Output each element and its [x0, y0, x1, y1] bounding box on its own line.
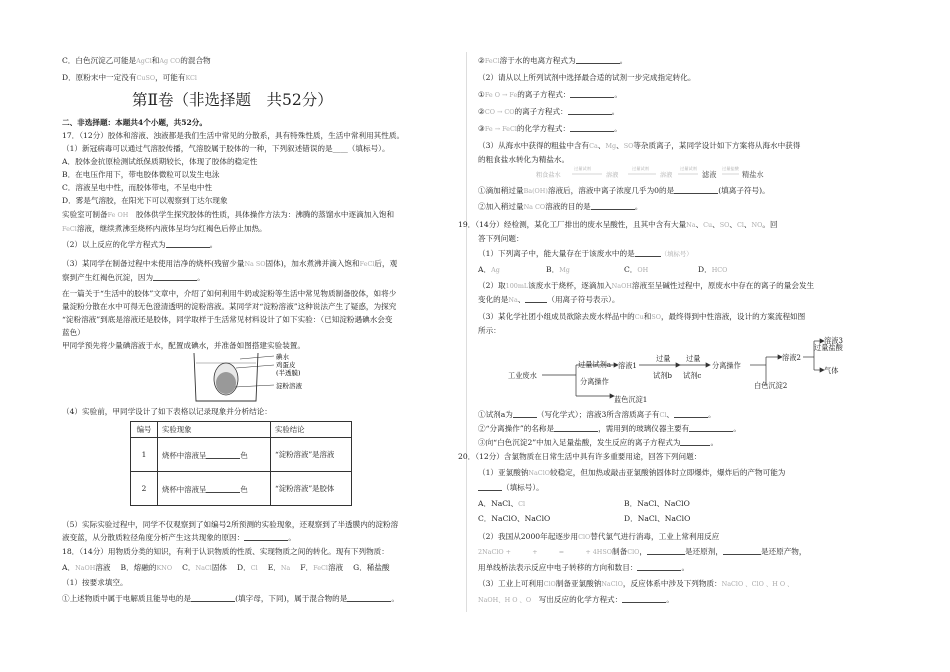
- formula: SO: [719, 221, 730, 229]
- formula: NO: [751, 221, 763, 229]
- answer-blank[interactable]: [478, 481, 502, 491]
- q19-q3: ③向“白色沉淀2”中加入足量盐酸，发生反应的离子方程式为 。: [478, 438, 719, 447]
- flow-arrow2-label: 过量试剂: [632, 166, 649, 171]
- option-text: NaCl、: [491, 499, 519, 508]
- line-text: ①试剂a为: [478, 410, 513, 419]
- q19-q1: ①试剂a为 （写化学式）；溶液3所含溶质离子有Cl、 。: [478, 410, 716, 419]
- table-row: [131, 472, 352, 506]
- answer-blank[interactable]: [591, 200, 635, 210]
- reading-line-3: “淀粉溶液”到底是溶液还是胶体，同学取样于生活常见材料设计了如下实验：（已知淀粉遇碘水会变: [62, 315, 393, 324]
- row-no: 2: [131, 472, 158, 506]
- option-d: [62, 71, 197, 85]
- flow-reagent-b: 试剂b: [653, 371, 672, 380]
- item-label: A．: [62, 563, 76, 572]
- line-text: （1）亚氯酸钠: [478, 468, 529, 477]
- q18-item: [237, 563, 258, 572]
- line-text: （3）工业上可利用: [478, 579, 544, 588]
- answer-blank[interactable]: [153, 271, 197, 281]
- q18-item: [268, 563, 291, 572]
- option-text: NaClO、NaClO: [491, 514, 551, 523]
- item-suffix: 溶液: [95, 563, 111, 572]
- phenomenon-text: 烧杯中溶液呈: [162, 450, 207, 460]
- answer-blank[interactable]: [570, 88, 614, 98]
- hint: （填标号）: [660, 250, 693, 258]
- item-label: B．熔融的: [120, 563, 157, 572]
- answer-blank[interactable]: [244, 531, 288, 541]
- line-text: 等杂质离子，某同学设计如下方案将从海水中获得: [633, 141, 801, 150]
- answer-blank[interactable]: [347, 592, 391, 602]
- row-conclusion: “淀粉溶液”是胶体: [271, 472, 352, 506]
- option-label: B．: [624, 499, 638, 508]
- q20-part1-cont: [478, 481, 544, 494]
- line-text: ②加入稍过量: [478, 202, 524, 211]
- option-label: C．: [624, 265, 638, 274]
- formula: NaClO 、ClO 、H O 、: [721, 580, 794, 588]
- q17-part2: （2）以上反应的化学方程式为 。: [62, 240, 218, 249]
- option-c: [62, 54, 211, 68]
- formula: Fe O → Fe: [484, 91, 518, 99]
- line-text: 变化的是: [478, 295, 509, 304]
- option-d-text: D．原粉末中一定没有: [62, 73, 137, 82]
- line-text: 制备亚氯酸钠: [555, 579, 602, 588]
- q17-prep2-text: 溶液，继续煮沸至烧杯内液体呈均匀红褐色后停止加热。: [76, 224, 267, 233]
- formula: ClO: [627, 548, 640, 556]
- q17-option-a: A．胶体金抗原检测试纸保质期较长，体现了胶体的稳定性: [62, 157, 258, 166]
- line-text: （1）下列离子中，能大量存在于该废水中的是: [478, 249, 635, 258]
- formula: FeCl: [359, 260, 375, 268]
- answer-blank[interactable]: [206, 449, 240, 459]
- flow-solution-1: 溶液1: [618, 361, 637, 370]
- line-text: （3）从海水中获得的粗盐中含有: [478, 141, 590, 150]
- q19-head-cont: 答下列问题：: [478, 234, 524, 243]
- formula: SO: [651, 313, 661, 321]
- q17-head: 17．（12分）胶体和溶液、浊液都是我们生活中常见的分散系，具有特殊性质，生活中常利用其性质。: [62, 131, 405, 140]
- option-label: D．: [698, 265, 712, 274]
- separator: 、: [616, 141, 624, 150]
- formula: NaOH、H O 、O: [478, 596, 532, 604]
- q17-part3-b: 固体)，加水煮沸并滴入饱和: [265, 259, 360, 268]
- line-text: 写出反应的化学方程式：: [538, 595, 623, 604]
- q18-conv1: ①Fe O → Fe的离子方程式： 。: [478, 90, 622, 99]
- experiment-table: [130, 421, 352, 506]
- line-text: （用离子符号表示）。: [547, 295, 620, 304]
- q18-head: 18．（14分）用物质分类的知识，有利于认识物质的性质、实现物质之间的转化。现有下列物质：: [62, 547, 389, 556]
- q18-conv3: ③Fe → FeCl的化学方程式： 。: [478, 124, 622, 133]
- q20-electron-transfer: 用单线桥法表示反应中电子转移的方向和数目： 。: [478, 563, 690, 572]
- label-line: [240, 356, 274, 359]
- item-suffix: 固体: [211, 563, 228, 572]
- q17-prep: [62, 208, 394, 222]
- section-desc: 二、非选择题：本题共4个小题，共52分。: [62, 118, 207, 127]
- line-text: 制备: [612, 547, 628, 556]
- label-line: [235, 385, 274, 387]
- separator: 、: [743, 220, 752, 229]
- item-label: C．: [182, 563, 196, 572]
- reading-line-1: 在一篇关于“生活中的胶体”文章中，介绍了如何利用牛奶或淀粉等生活中常见物质制备胶体，如将少: [62, 289, 397, 298]
- q19-option-d: [698, 263, 727, 277]
- answer-blank[interactable]: [689, 422, 733, 432]
- flow-arrow4-label: 过量盐酸: [722, 166, 739, 171]
- option-d-mid: ，可能有: [155, 73, 186, 82]
- q17-part3-cont: 察到产生红褐色沉淀，因为 。: [62, 273, 205, 282]
- formula: Ag CO: [159, 57, 181, 65]
- formula: Cu: [634, 313, 644, 321]
- line-text: ①滴加稍过量: [478, 186, 524, 195]
- separator: 、: [695, 220, 704, 229]
- formula: CuSO: [136, 74, 156, 82]
- q19-option-a: [478, 263, 500, 277]
- line-tail: (填离子符号)。: [718, 186, 770, 195]
- q17-part3-c: 后，观: [374, 259, 398, 268]
- flow-source: 工业废水: [508, 371, 537, 380]
- flow-step3: 滤液: [702, 170, 717, 179]
- flow-excess-hcl: 过量盐酸: [814, 343, 843, 352]
- answer-blank[interactable]: [674, 408, 708, 418]
- separator: 、: [517, 295, 526, 304]
- line-text: 溶于水的电离方程式为: [499, 56, 576, 65]
- q20-option-a: [478, 497, 525, 511]
- q17-option-c: C．溶液呈电中性，而胶体带电，不呈电中性: [62, 183, 213, 192]
- formula: Ag: [491, 266, 500, 274]
- answer-blank[interactable]: [723, 545, 761, 555]
- formula: Ba(OH): [523, 187, 548, 195]
- q17-part5-cont: 液变蓝，从分散质粒径角度分析产生这共现象的原因： 。: [62, 533, 296, 542]
- line-text: 的化学方程式：: [516, 124, 571, 133]
- flow-end: 精盐水: [742, 170, 764, 179]
- line-text: 较稳定，但加热或敲击亚氯酸钠固体时立即爆炸，爆炸后的产物可能为: [549, 468, 786, 477]
- option-c-post: 的混合物: [180, 56, 211, 65]
- label-starch: 淀粉溶液: [276, 382, 302, 390]
- q17-part3: [62, 257, 397, 271]
- formula: 100mL: [505, 282, 529, 290]
- column-divider: [466, 52, 467, 612]
- formula: Na: [280, 564, 291, 572]
- q20-option-d: [624, 512, 690, 525]
- answer-blank[interactable]: [525, 293, 547, 303]
- purification-flow: [536, 162, 764, 184]
- reading-line-5: 甲同学预先将少量碘溶液于水，配置成碘水，并准备如图搭建实验装置。: [62, 341, 305, 350]
- flow-separation-2: 分离操作: [712, 361, 741, 370]
- q18-part3: [478, 139, 800, 153]
- arrow-head: [706, 363, 710, 367]
- q18-items: [62, 561, 390, 575]
- q17-option-d: D．雾是气溶胶，在阳光下可以观察到丁达尔现象: [62, 196, 228, 205]
- line-text: 用单线桥法表示反应中电子转移的方向和数目：: [478, 563, 638, 572]
- option-label: A．: [478, 265, 492, 274]
- q19-part3-cont: 所示：: [478, 326, 501, 335]
- formula: OH: [637, 266, 649, 274]
- q20-part3-cont: NaOH、H O 、O 写出反应的化学方程式： 。: [478, 595, 674, 604]
- formula: Cl: [736, 221, 744, 229]
- flow-gas: 气体: [824, 366, 839, 375]
- formula: NaOH: [75, 564, 96, 572]
- line-text: ，需用到的玻璃仪器主要有: [598, 424, 690, 433]
- flow-solution-2: 溶液2: [782, 353, 801, 362]
- q17-part5: （5）实际实验过程中，同学不仅观察到了如编号2所预测的实验现象，还观察到了半透膜内的淀粉溶: [62, 520, 399, 529]
- formula: KCl: [185, 74, 197, 82]
- header-phenomenon: 实验现象: [158, 422, 271, 438]
- flow-reagent-c: 试剂c: [683, 371, 702, 380]
- equation: 2NaClO + + = + 4HSO: [478, 548, 612, 556]
- formula: Fe OH: [107, 211, 129, 219]
- formula: CO → CO: [484, 108, 515, 116]
- q17-part3-d: 察到产生红褐色沉淀，因为: [62, 273, 154, 282]
- option-c-mid: 和: [151, 56, 160, 65]
- flow-reagent-a: 过量试剂a: [578, 360, 612, 369]
- q19-q2: ②“分离操作”的名称是 ，需用到的玻璃仪器主要有 。: [478, 424, 741, 433]
- q17-option-b: B．在电压作用下，带电胶体微粒可以发生电泳: [62, 170, 220, 179]
- item-label: F．: [300, 563, 314, 572]
- flow-reagent-b-top: 过量: [656, 354, 671, 363]
- formula: FeCl: [62, 225, 77, 233]
- option-label: C．: [478, 514, 492, 523]
- formula: HCO: [711, 266, 728, 274]
- section-title: 第Ⅱ卷（非选择题 共52分）: [132, 91, 333, 109]
- separator: 、: [729, 220, 737, 229]
- q19-part3: [478, 310, 805, 324]
- flow-solution-3: 溶液3: [824, 336, 843, 345]
- formula: NaClO: [601, 580, 623, 588]
- flow-reagent-c-top: 过量: [686, 354, 701, 363]
- formula: NaCl: [195, 564, 212, 572]
- flow-blue-precipitate: 蓝色沉淀1: [614, 395, 648, 404]
- row-no: 1: [131, 438, 158, 472]
- formula: Cl: [659, 411, 667, 419]
- flow-arrow1-label: 过量试剂: [574, 166, 591, 171]
- line-text: 溶液的目的是: [545, 202, 591, 211]
- line-text: （3）某化学社团小组成员欲除去废水样品中的: [478, 312, 635, 321]
- row-conclusion: “淀粉溶液”是溶液: [271, 438, 352, 472]
- q20-part3: [478, 577, 794, 591]
- row-phenomenon: [158, 472, 271, 506]
- formula: KNO: [156, 564, 173, 572]
- formula: SO: [623, 142, 634, 150]
- q18-part1a: ①上述物质中属于电解质且能导电的是 (填字母，下同)，属于混合物的是 。: [62, 594, 399, 603]
- q17-part2-text: （2）以上反应的化学方程式为: [62, 240, 166, 249]
- reading-line-4: 蓝色）: [62, 328, 85, 337]
- q19-option-c: [624, 263, 648, 277]
- answer-blank[interactable]: [576, 54, 620, 64]
- q20-part2: [478, 530, 719, 544]
- separator: ，: [639, 547, 647, 556]
- line-text: ，最终得到中性溶液，设计的方案流程如图: [660, 312, 806, 321]
- q18-conv2: ②CO → CO的离子方程式： 。: [478, 107, 620, 116]
- header-conclusion: 实验结论: [271, 422, 352, 438]
- item-label: G．稀盐酸: [353, 563, 390, 572]
- formula: Mg: [605, 142, 617, 150]
- q17-part4: （4）实验前，甲同学设计了如下表格以记录现象并分析结论：: [62, 407, 272, 416]
- q18-item: [62, 563, 110, 572]
- separator: 、: [666, 410, 674, 419]
- formula: ClO: [543, 580, 556, 588]
- row-phenomenon: [158, 438, 271, 472]
- line-prefix: ①: [478, 90, 485, 99]
- answer-blank[interactable]: [554, 422, 598, 432]
- label-iodine: 碘水: [276, 353, 289, 361]
- q20-equation: [478, 545, 807, 559]
- starch-solution-shape: [216, 372, 236, 394]
- beaker-diagram: [190, 351, 310, 403]
- separator: 、: [712, 220, 720, 229]
- formula: ClO: [578, 533, 591, 541]
- line-text: （填标号）。: [502, 483, 544, 492]
- reading-line-2: 量淀粉分散在水中可得无色澄清透明的淀粉溶液。某同学对“淀粉溶液”这种说法产生了疑惑，为探究: [62, 302, 397, 311]
- answer-blank[interactable]: [622, 593, 666, 603]
- formula: Ca: [589, 142, 598, 150]
- answer-blank[interactable]: [637, 561, 681, 571]
- flow-step2: 溶液: [660, 172, 673, 179]
- separator: 、: [597, 141, 606, 150]
- phenomenon-suffix: 色: [240, 484, 248, 494]
- q18-item: [121, 563, 173, 572]
- q17-part1: （1）新冠病毒可以通过气溶胶传播，气溶胶属于胶体的一种，下列叙述错误的是____（填标号）。: [62, 144, 390, 153]
- option-label: D．: [624, 514, 638, 523]
- wastewater-flowchart: [508, 334, 878, 406]
- q18-line2: ②FeCl溶于水的电离方程式为 。: [478, 56, 628, 65]
- formula: AgCl: [136, 57, 152, 65]
- q19-part2: [478, 279, 814, 293]
- label-line: [236, 365, 274, 368]
- line-prefix: ②: [478, 56, 485, 65]
- q17-part3-a: （3）某同学在制备过程中未使用洁净的烧杯(残留少量: [62, 259, 245, 268]
- q17-prep2: [62, 222, 267, 236]
- phenomenon-suffix: 色: [240, 450, 248, 460]
- item-label: D．: [237, 563, 251, 572]
- q18-item: [300, 563, 343, 572]
- q20-option-c: [478, 512, 550, 525]
- answer-blank[interactable]: [647, 545, 685, 555]
- q18-item: [182, 563, 227, 572]
- answer-blank[interactable]: [166, 238, 210, 248]
- q18-part2: （2）请从以上所列试剂中选择最合适的试剂一步完成指定转化。: [478, 73, 696, 82]
- formula: NaClO: [528, 469, 550, 477]
- answer-blank[interactable]: [680, 436, 710, 446]
- line-text: 的离子方程式：: [517, 90, 571, 99]
- line-text: （2）我国从2000年起逐步用: [478, 532, 579, 541]
- answer-blank[interactable]: [674, 184, 718, 194]
- option-c-text: C．白色沉淀乙可能是: [62, 56, 137, 65]
- label-eggshell: 鸡蛋皮: [276, 361, 296, 369]
- formula: Cl: [518, 500, 526, 508]
- line-text: ，反应体系中涉及下列物质：: [622, 579, 722, 588]
- q18-part1a-mid: (填字母，下同)，属于混合物的是: [235, 594, 348, 603]
- q17-part5-text: 液变蓝，从分散质粒径角度分析产生这共现象的原因：: [62, 533, 245, 542]
- formula: Na SO: [244, 260, 266, 268]
- header-no: 编号: [131, 422, 158, 438]
- line-text: 溶液后，溶液中离子浓度几乎为0的是: [547, 186, 675, 195]
- line-text: ②“分离操作”的名称是: [478, 424, 555, 433]
- option-text: NaCl、NaClO: [637, 514, 691, 523]
- line-text: （2）取: [478, 281, 506, 290]
- q19-option-b: [546, 263, 570, 277]
- phenomenon-text: 烧杯中溶液呈: [162, 484, 207, 494]
- option-text: NaCl、NaClO: [637, 499, 690, 508]
- q19-head: [458, 218, 778, 232]
- formula: Na CO: [523, 203, 546, 211]
- q20-part1: [478, 466, 785, 480]
- option-label: B．: [546, 265, 560, 274]
- flow-step1: 溶液: [606, 172, 619, 179]
- q18-item: [353, 563, 389, 572]
- table-header-row: [131, 422, 352, 438]
- answer-blank[interactable]: [635, 247, 661, 257]
- line-text: 的离子方程式：: [514, 107, 568, 116]
- line-text: 19．（14分）经检测，某化工厂排出的废水呈酸性，且其中含有大量: [458, 220, 687, 229]
- item-suffix: 溶液: [327, 563, 344, 572]
- item-label: E．: [267, 563, 281, 572]
- q19-part1: [478, 247, 693, 261]
- line-text: 该废水于烧杯，逐滴加入: [528, 281, 612, 290]
- flow-separation-1: 分离操作: [580, 377, 609, 386]
- q17-prep-a: 实验室可制备: [62, 210, 108, 219]
- formula: Mg: [559, 266, 570, 274]
- answer-blank[interactable]: [191, 592, 235, 602]
- line-text: 和: [643, 312, 652, 321]
- formula: FeCl: [484, 57, 500, 65]
- q18-part3-1: [478, 184, 770, 198]
- line-text: ③向“白色沉淀2”中加入足量盐酸，发生反应的离子方程式为: [478, 438, 681, 447]
- answer-blank[interactable]: [206, 483, 240, 493]
- line-text: 溶液至呈碱性过程中，原废水中存在的离子的量会发生: [631, 281, 815, 290]
- formula: Cu: [703, 221, 713, 229]
- label-membrane: (半透膜): [276, 369, 301, 377]
- line-text: 。回: [762, 220, 778, 229]
- q18-part3-2: ②加入稍过量Na CO溶液的目的是 。: [478, 202, 643, 211]
- arrow-head: [676, 363, 680, 367]
- formula: Fe → FeCl: [484, 125, 517, 133]
- line-text: （写化学式）；溶液3所含溶质离子有: [536, 410, 660, 419]
- answer-blank[interactable]: [568, 105, 612, 115]
- q19-part2-cont: [478, 293, 620, 307]
- flow-arrow3-label: 过量试剂: [680, 166, 697, 171]
- option-label: A．: [478, 499, 492, 508]
- line-prefix: ②: [478, 107, 485, 116]
- q17-prep-b: 胶体供学生探究胶体的性质，具体操作方法为：沸腾的蒸馏水中逐滴加入饱和: [135, 210, 395, 219]
- q18-part1: （1）按要求填空。: [62, 578, 128, 587]
- q18-part1a-text: ①上述物质中属于电解质且能导电的是: [62, 594, 192, 603]
- formula: FeCl: [313, 564, 328, 572]
- formula: Cl: [250, 564, 258, 572]
- q20-head: 20．（12分）含氯物质在日常生活中具有许多重要用途，回答下列问题：: [458, 452, 702, 461]
- flow-start: 粗食盐水: [536, 172, 561, 179]
- q18-part3-cont: 的粗食盐水转化为精盐水。: [478, 155, 570, 164]
- line-text: 是还原产物，: [760, 547, 807, 556]
- q20-option-b: [624, 497, 690, 510]
- table-row: [131, 438, 352, 472]
- formula: Na: [508, 296, 518, 304]
- line-text: 是还原剂，: [684, 547, 723, 556]
- answer-blank[interactable]: [570, 122, 614, 132]
- flow-white-precipitate: 白色沉淀2: [754, 381, 788, 390]
- formula: NaOH: [611, 282, 632, 290]
- line-text: 替代氯气进行消毒，工业上常利用反应: [590, 532, 720, 541]
- answer-blank[interactable]: [513, 408, 537, 418]
- line-prefix: ③: [478, 124, 485, 133]
- formula: Na: [686, 221, 696, 229]
